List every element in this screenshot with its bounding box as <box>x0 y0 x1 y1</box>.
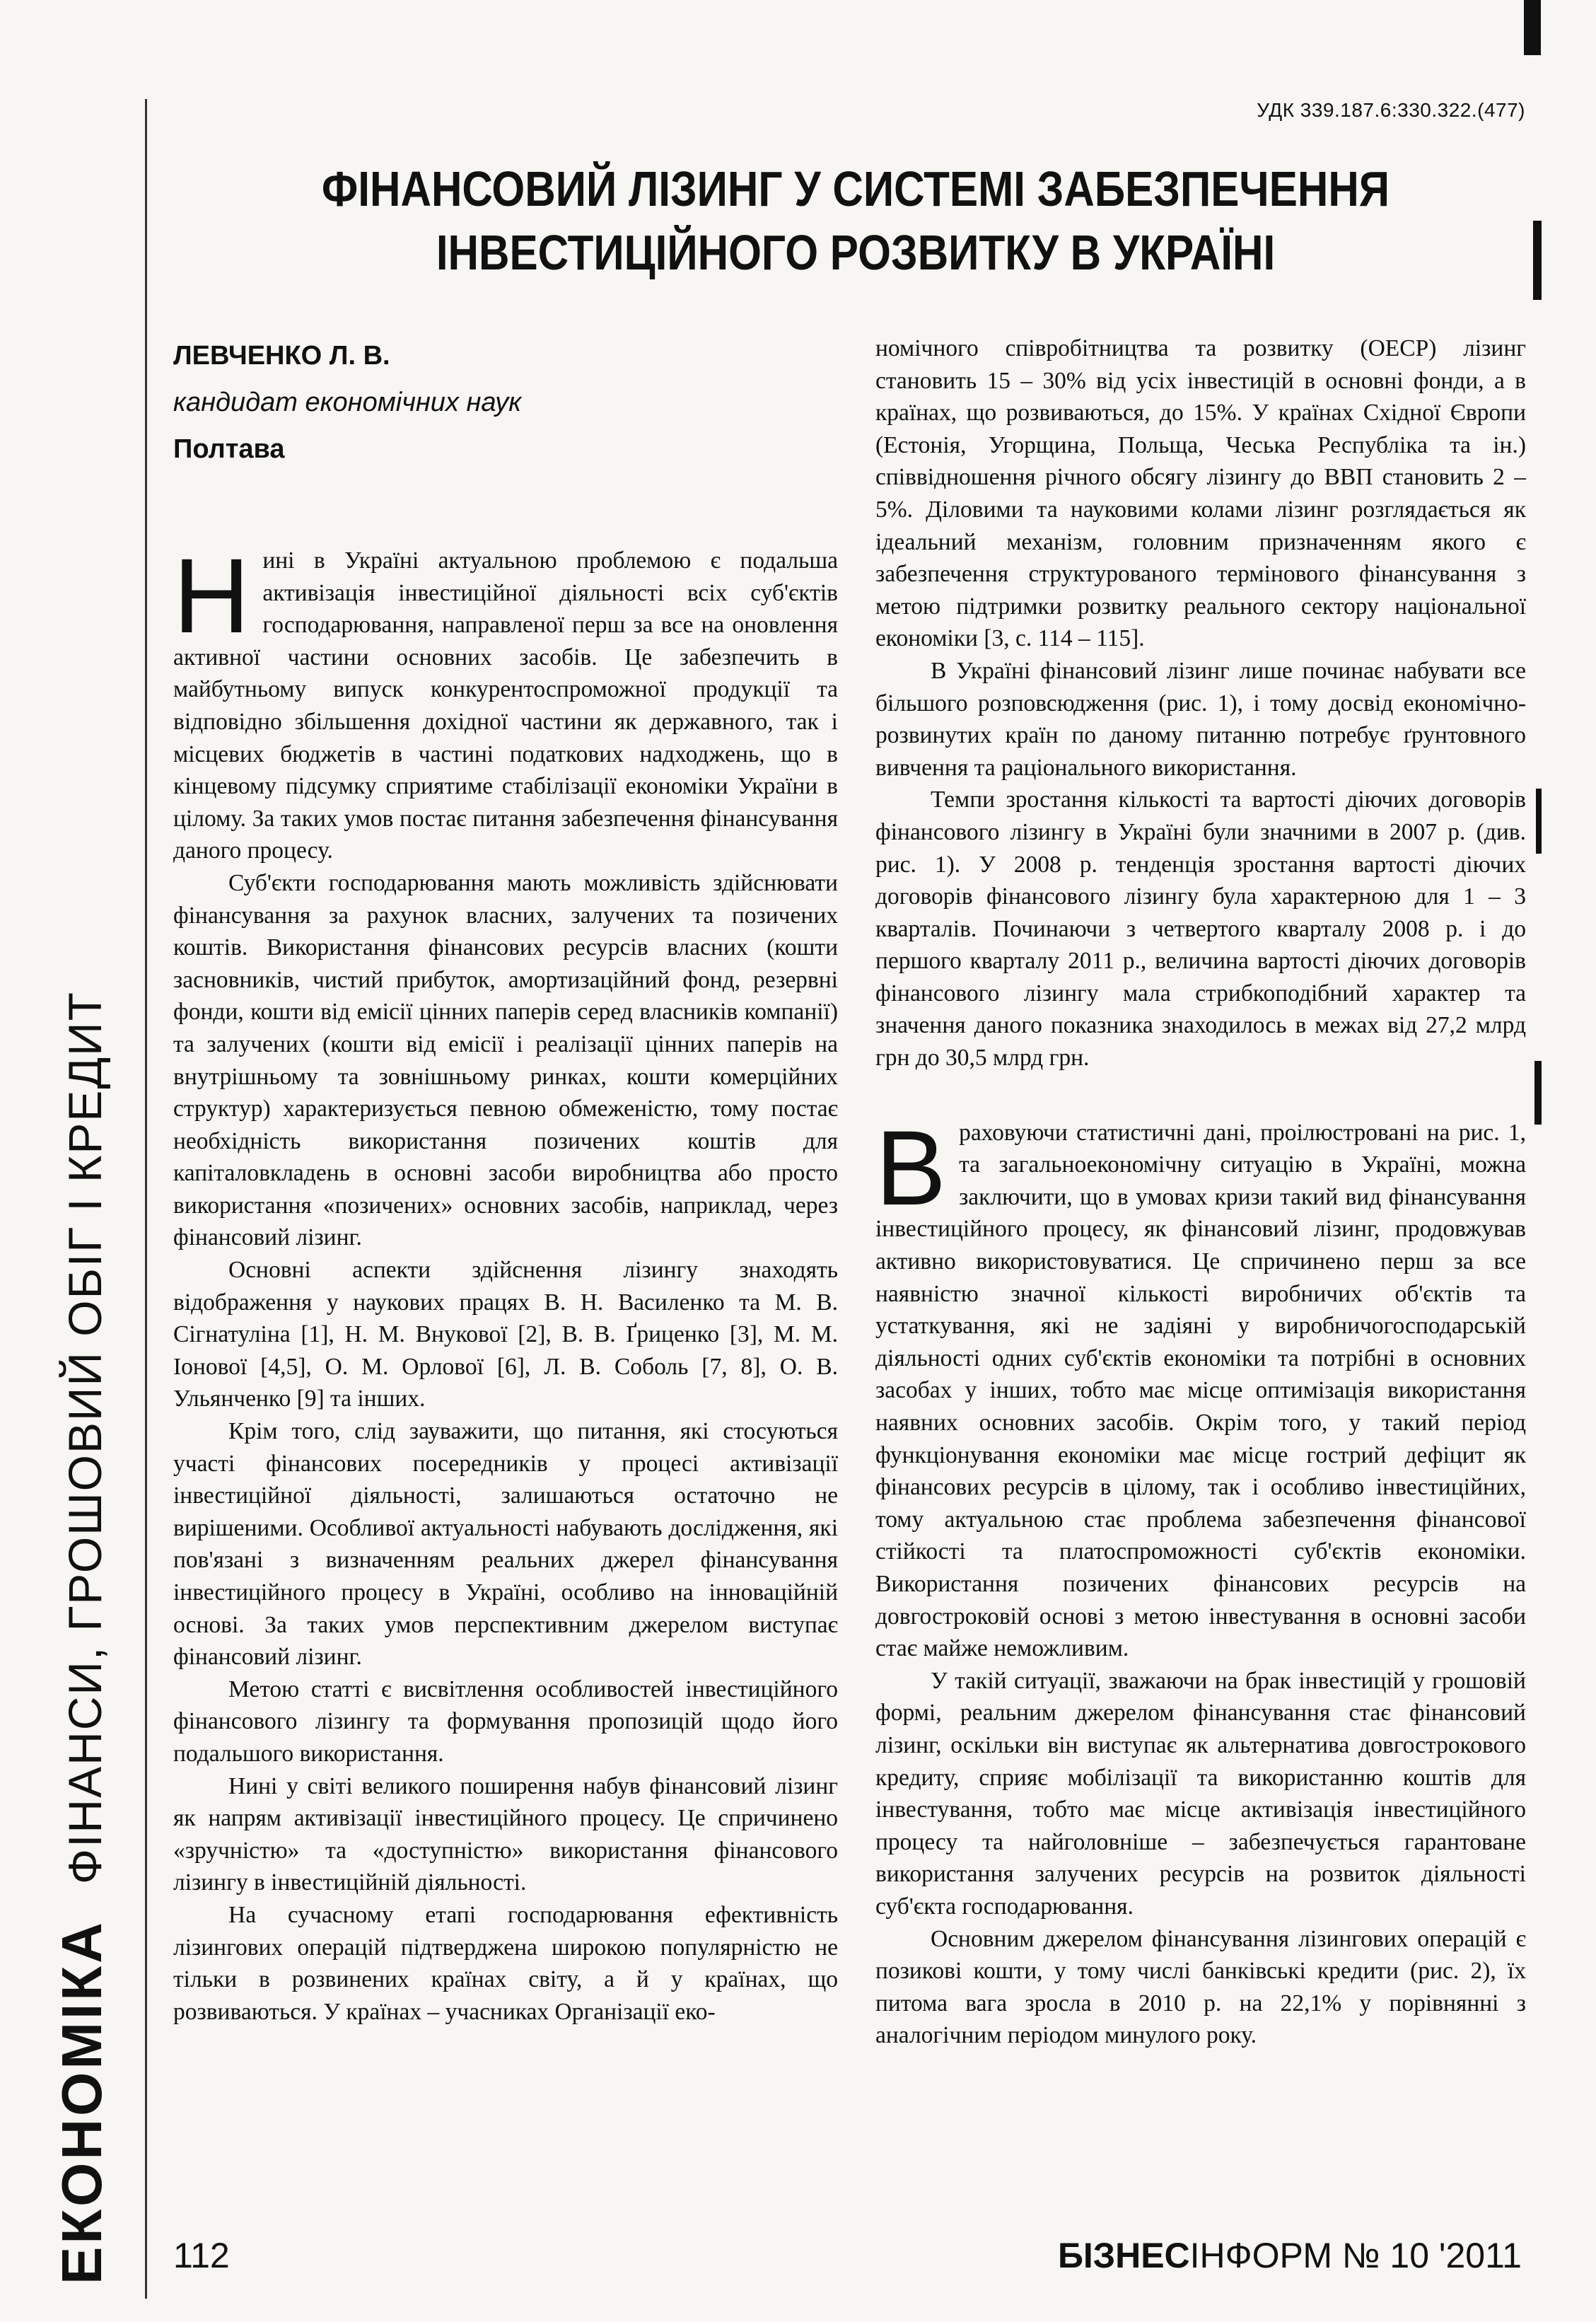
paragraph: Суб'єкти господарювання мають можливість здійснювати фінансування за рахунок власних, залучених та позичених коштів. Використання фінансових ресурсів власних (кошти засновників, чистий прибуток, амортизаційний фонд, резервні фонди, кошти від емісії цінних паперів серед власників компанії) та залучених (кошти від емісії і реалізації цінних паперів на внутрішньому та зовнішньому ринках, кошти комерційних структур) характеризується певною обмеженістю, тому постає необхідність використання позичених коштів для капіталовкладень в основні засоби виробництва або просто використання «позичених» основних засобів, наприклад, через фінансовий лізинг. <box>173 869 838 1251</box>
margin-mark <box>1533 221 1542 300</box>
sidebar-rule <box>145 99 147 2299</box>
paragraph: Нині у світі великого поширення набув фінансовий лізинг як напрям активізації інвестиційного процесу. Це спричинено «зручністю» та «доступністю» використання фінансового лізингу в інвестиційній діяльності. <box>173 1772 838 1896</box>
paragraph: У такій ситуації, зважаючи на брак інвестицій у грошовій формі, реальним джерелом фінансування стає фінансовий лізинг, оскільки він виступає як альтернатива довгострокового кредиту, сприяє мобілізації та використанню коштів для інвестування, тобто має місце активізація інвестиційного процесу та найголовніше – забезпечується гарантоване використання залучених ресурсів на розвиток діяльності суб'єкта господарювання. <box>875 1667 1526 1920</box>
author-degree: кандидат економічних наук <box>173 388 522 417</box>
journal-issue: ІНФОРМ № 10 '2011 <box>1189 2236 1522 2275</box>
left-column <box>173 536 838 2028</box>
margin-mark <box>1534 1061 1542 1125</box>
paragraph: Крім того, слід зауважити, що питання, які стосуються участі фінансових посередників у процесі активізації інвестиційної діяльності, залишаються остаточно не вирішеними. Особливої актуальності набувають дослідження, які пов'язані з визначенням реальних джерел фінансування інвестиційного процесу в Україні, особливо на інноваційній основі. За таких умов перспективним джерелом виступає фінансовий лізинг. <box>173 1418 838 1671</box>
author-city: Полтава <box>173 434 285 464</box>
paragraph: номічного співробітництва та розвитку (ОЕСР) лізинг становить 15 – 30% від усіх інвестицій в основні фонди, а в країнах, що розвиваються, до 15%. У країнах Східної Європи (Естонія, Угорщина, Польща, Чеська Республіка та ін.) співвідношення річного обсягу лізингу до ВВП становить 2 – 5%. Діловими та науковими колами лізинг розглядається як ідеальний механізм, головним призначенням якого є забезпечення структурованого термінового фінансування з метою підтримки розвитку реального сектору національної економіки [3, с. 114 – 115]. <box>875 335 1526 652</box>
journal-footer <box>1058 2235 1522 2276</box>
article-title: ФІНАНСОВИЙ ЛІЗИНГ У СИСТЕМІ ЗАБЕЗПЕЧЕННЯ ІНВЕСТИЦІЙНОГО РОЗВИТКУ В УКРАЇНІ <box>321 161 1390 280</box>
paragraph: Нинi в Україні актуальною проблемою є подальша активізація інвестиційної діяльності всіх суб'єктів господарювання, направленої перш за все на оновлення активної частини основних засобів. Це забезпечить в майбутньому випуск конкурентоспроможної продукції та відповідно збільшення дохідної частини як державного, так і місцевих бюджетів в частині податкових надходжень, що в кінцевому підсумку сприятиме стабілізації економіки України в цілому. За таких умов постає питання забезпечення фінансування даного процесу. <box>173 536 838 864</box>
author-name: ЛЕВЧЕНКО Л. В. <box>173 341 390 371</box>
paragraph: Основні аспекти здійснення лізингу знаходять відображення у наукових працях В. Н. Василенко та М. В. Сігнатуліна [1], Н. М. Внукової [2], В. В. Ґриценко [3], М. М. Іонової [4,5], О. М. Орлової [6], Л. В. Соболь [7, 8], О. В. Ульянченко [9] та інших. <box>173 1257 838 1412</box>
author-block <box>173 332 521 472</box>
drop-cap: В <box>875 1108 947 1227</box>
section-name: ЕКОНОМІКА <box>50 1920 113 2285</box>
paragraph: Основним джерелом фінансування лізингових операцій є позикові кошти, у тому числі банківські кредити (рис. 2), їх питома вага зросла в 2010 р. на 22,1% у порівнянні з аналогічним періодом минулого року. <box>875 1925 1526 2049</box>
paragraph: Враховуючи статистичні дані, проілюстровані на рис. 1, та загальноекономічну ситуацію в Україні, можна заключити, що в умовах кризи такий вид фінансування інвестиційного процесу, як фінансовий лізинг, продовжував активно використовуватися. Це спричинено перш за все наявністю значної кількості виробничих об'єктів та устаткування, які не задіяні у виробничогосподарській діяльності одних суб'єктів економіки та потрібні в основних засобах у інших, тобто має місце оптимізація використання наявних основних засобів. Окрім того, у такий період функціонування економіки має місце гострий дефіцит як фінансових ресурсів в цілому, так і особливо інвестиційних, тому актуальною стає проблема забезпечення фінансової стійкості та платоспроможності суб'єктів економіки. Використання позичених фінансових ресурсів на довгостроковій основі з метою інвестування в основні засоби стає майже неможливим. <box>875 1108 1526 1662</box>
paragraph: В Україні фінансовий лізинг лише починає набувати все більшого розповсюдження (рис. 1), і тому досвід економічно-розвинутих країн по даному питанню потребує ґрунтовного вивчення та раціонального використання. <box>875 657 1526 781</box>
corner-mark <box>1524 0 1541 55</box>
page-number: 112 <box>173 2236 230 2275</box>
subsection-name: ФІНАНСИ, ГРОШОВИЙ ОБІГ І КРЕДИТ <box>59 991 111 1885</box>
paragraph: На сучасному етапі господарювання ефективність лізингових операцій підтверджена широкою популярністю не тільки в розвинених країнах світу, а й у країнах, що розвиваються. У країнах – учасниках Організації еко- <box>173 1901 838 2025</box>
journal-name-bold: БІЗНЕС <box>1057 2236 1190 2275</box>
section-sidebar <box>49 991 115 2285</box>
drop-cap: Н <box>173 536 250 655</box>
paragraph: Темпи зростання кількості та вартості діючих договорів фінансового лізингу в Україні були значними в 2007 р. (див. рис. 1). У 2008 р. тенденція зростання вартості діючих договорів фінансового лізингу була характерною для 1 – 3 кварталів. Починаючи з четвертого кварталу 2008 р. і до першого кварталу 2011 р., величина вартості діючих договорів фінансового лізингу мала стрибкоподібний характер та значення даного показника знаходилось в межах від 27,2 млрд грн до 30,5 млрд грн. <box>875 786 1526 1072</box>
udk-code: УДК 339.187.6:330.322.(477) <box>1257 99 1525 121</box>
margin-mark <box>1536 789 1542 854</box>
right-column <box>875 332 1526 2052</box>
paragraph: Метою статті є висвітлення особливостей інвестиційного фінансового лізингу та формування пропозицій щодо його подальшого використання. <box>173 1676 838 1767</box>
